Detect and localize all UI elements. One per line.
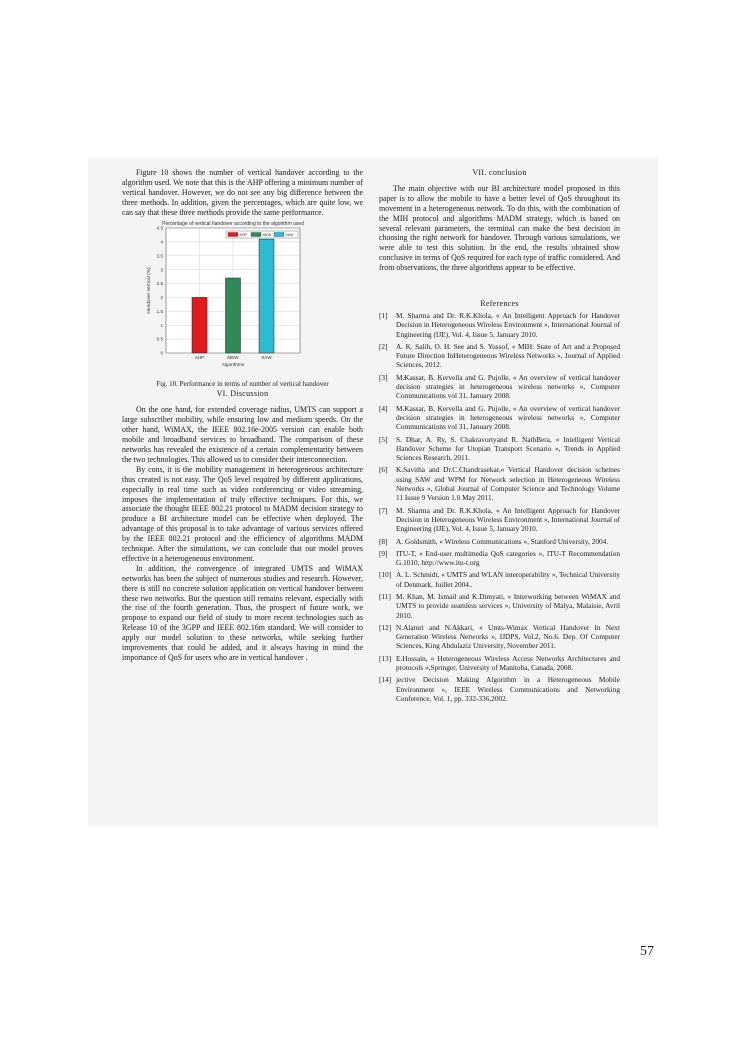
reference-text: M. Sharma and Dr. R.K.Khola, « An Intelligent Approach for Handover Decision in Heterogeneous Wireless Environment », International Journal of Engineering (IJE), Vol. 4, Issue 5, January 2010. (396, 505, 620, 534)
chart-title: Percentage of vertical handover according to the algorithm used (162, 220, 304, 227)
reference-text: M. Sharma and Dr. R.K.Khola, « An Intelligent Approach for Handover Decision in Heterogeneous Wireless Environment », International Journal of Engineering (IJE), Vol. 4, Issue 5, January 2010. (396, 310, 620, 339)
y-tick-label: 3 (160, 266, 163, 272)
intro-paragraph: Figure 10 shows the number of vertical handover according to the algorithm used. We note that this is the AHP offering a minimum number of vertical handover. However, we do not see any big difference between the three methods. In addition, given the percentages, which are quite low, we can say that these three methods provide the same performance. (122, 168, 363, 217)
discussion-heading: VI. Discussion (216, 389, 269, 399)
reference-number: [5] (379, 434, 388, 444)
reference-number: [10] (379, 570, 392, 580)
reference-item (379, 570, 620, 589)
page-number: 57 (640, 944, 654, 959)
legend-label: AHP (239, 232, 247, 237)
reference-item (379, 654, 620, 673)
y-axis-label: Handover vertical (%) (147, 266, 152, 314)
reference-number: [1] (379, 310, 388, 320)
y-tick-label: 0.5 (156, 336, 163, 342)
reference-item (379, 506, 620, 534)
y-tick-label: 4.5 (156, 225, 163, 231)
figure-caption: Fig. 10. Performance in terms of number of vertical handover (156, 379, 329, 388)
legend-label: MEW (262, 232, 272, 237)
y-tick-label: 1.5 (156, 308, 163, 314)
x-tick-label: AHP (194, 354, 205, 360)
y-tick-label: 3.5 (156, 252, 163, 258)
y-tick-label: 1 (160, 322, 163, 328)
y-tick-label: 2.5 (156, 280, 163, 286)
discussion-paragraph-3: In addition, the convergence of integrated UMTS and WiMAX networks has been the subject of numerous studies and research. However, there is still no concrete solution application on vertical handover between these two networks. But the question still remains relevant, especially with the rise of the fourth generation. Thus, the prospect of future work, we propose to expand our field of study to more recent technologies such as Release 10 of the 3GPP and IEEE 802.16m standard. We will consider to apply our model solution to these networks, while seeking further improvements that could be added, and it always having in mind the importance of QoS for users who are in vertical handover . (122, 563, 363, 662)
reference-item (379, 537, 620, 546)
right-column (379, 168, 620, 706)
reference-number: [2] (379, 341, 388, 351)
bar-chart (122, 220, 363, 380)
reference-number: [4] (379, 403, 388, 413)
reference-item (379, 404, 620, 432)
x-tick-label: SAW (261, 354, 272, 360)
reference-item (379, 623, 620, 651)
reference-number: [14] (379, 675, 392, 685)
legend-swatch (228, 232, 238, 236)
reference-text: A. Goldsmith, « Wireless Communications », Stanford University, 2004. (396, 536, 609, 546)
discussion-paragraph-1: On the one hand, for extended coverage radius, UMTS can support a large subscriber mobility, while ensuring low and medium speeds. On the other hand, WiMAX, the IEEE 802.16e-2005 version can enable both mobile and broadband services to broadband. The comparison of these networks has revealed the existence of a certain complementarity between the two technologies. This allowed us to consider their interconnection. (122, 405, 363, 464)
bar-ahp (192, 297, 207, 353)
reference-number: [13] (379, 653, 392, 663)
reference-text: A. K. Salih, O. H. See and S. Yussof, « MIH: State of Art and a Proposed Future Direction InHeterogeneous Wireless Networks », Journal of Applied Sciences, 2012. (396, 341, 620, 370)
references-list (379, 311, 620, 703)
reference-text: A. L. Schmidt, « UMTS and WLAN interoperability », Technical University of Denmark, Juillet 2004.. (396, 570, 620, 589)
y-tick-label: 2 (160, 294, 163, 300)
conclusion-heading: VII. conclusion (472, 168, 527, 177)
discussion-paragraph-2: By cons, it is the mobility management in heterogeneous architecture thus created is not easy. The QoS level required by different applications, especially in real time such as video conferencing or video streaming, imposes the implementation of truly effective techniques. For this, we associate the thought IEEE 802.21 protocol to MADM decision strategy to produce a BI architecture model can be effective when deployed. The advantage of this proposal is to take advantage of various services offered by the IEEE 802.21 protocol and the efficiency of algorithms MADM technique. After the simulations, we can conclude that our model proves effective in a heterogeneous environment. (122, 464, 363, 563)
reference-item (379, 373, 620, 401)
legend-swatch (251, 232, 261, 236)
y-tick-label: 0 (160, 350, 163, 356)
figure-10-chart (122, 220, 363, 380)
reference-text: jective Decision Making Algorithm in a Heterogeneous Mobile Environment », IEEE Wireless Communications and Networking Conference, Vol. 1, pp. 332-336,2002. (396, 675, 620, 703)
reference-text: M. Khan, M. Ismail and K.Dimyati, « Interworking between WiMAX and UMTS to provide seamless services », University of Malya, Malaisie, Avril 2010. (396, 591, 620, 620)
reference-number: [9] (379, 548, 388, 558)
reference-text: E.Hossain, « Heterogeneous Wireless Access Networks Architectures and protocols »,Springer, University of Manitoba, Canada, 2008. (396, 653, 620, 673)
reference-number: [12] (379, 622, 392, 632)
reference-item (379, 592, 620, 620)
reference-text: M.Kassar, B. Kervella and G. Pujolle, « An overview of vertical handover decision strategies in heterogeneous wireless networks », Computer Communications vol 31, January 2008. (396, 403, 620, 432)
reference-text: ITU-T, « End-user multimedia QoS categories », ITU-T Recommendation G.1010, http://www.itu-t.org (396, 548, 620, 568)
bar-saw (259, 239, 274, 353)
reference-item (379, 311, 620, 339)
reference-item (379, 549, 620, 568)
reference-text: S. Dhar, A. Ry, S. Chakravortyand R. NathBera, « Intelligent Vertical Handover Scheme for Utopian Transport Scenario », Trends in Applied Sciences Research, 2011. (396, 434, 620, 463)
references-heading: References (480, 299, 519, 309)
reference-item (379, 342, 620, 370)
reference-text: M.Kassar, B. Kervella and G. Pujolle, « An overview of vertical handover decision strategies in heterogeneous wireless networks », Computer Communications vol 31, January 2008. (396, 372, 620, 401)
y-tick-label: 4 (160, 239, 163, 245)
x-axis-label: Algorithms (221, 362, 245, 368)
reference-text: K.Savitha and Dr.C.Chandrasekar,« Vertical Handover decision schemes using SAW and WPM for Network selection in Heterogeneous Wireless Networks », Global Journal of Computer Science and Technology Volume 11 Issue 9 Version 1.0 May 2011. (396, 465, 620, 503)
reference-item (379, 465, 620, 502)
reference-number: [11] (379, 591, 391, 601)
reference-item (379, 435, 620, 463)
reference-number: [7] (379, 505, 388, 515)
reference-number: [3] (379, 372, 388, 382)
bar-mew (226, 278, 241, 353)
reference-number: [8] (379, 536, 388, 546)
reference-number: [6] (379, 465, 388, 475)
legend-swatch (274, 232, 284, 236)
conclusion-paragraph: The main objective with our BI architecture model proposed in this paper is to allow the mobile to have a better level of QoS throughout its movement in a heterogeneous network. To do this, with the combination of the MIH protocol and algorithms MADM strategy, which is based on several relevant parameters, the terminal can make the best decision in choosing the right network for handover. Through various simulations, we were able to test this solution. In the end, the results obtained show conclusive in terms of QoS required for each type of traffic considered. And from observations, the three algorithms appear to be effective. (379, 183, 620, 273)
x-tick-label: MEW (227, 354, 239, 360)
left-column (122, 168, 363, 663)
legend-label: SAW (285, 232, 294, 237)
reference-text: N.Alamri and N.Akkari, « Umts-Wimax Vertical Handover In Next Generation Wireless Networks », IJDPS, Vol.2, No.6. Dep. Of Computer Sciences, King Abdulaziz University, November 2011. (396, 622, 620, 651)
reference-item (379, 675, 620, 703)
